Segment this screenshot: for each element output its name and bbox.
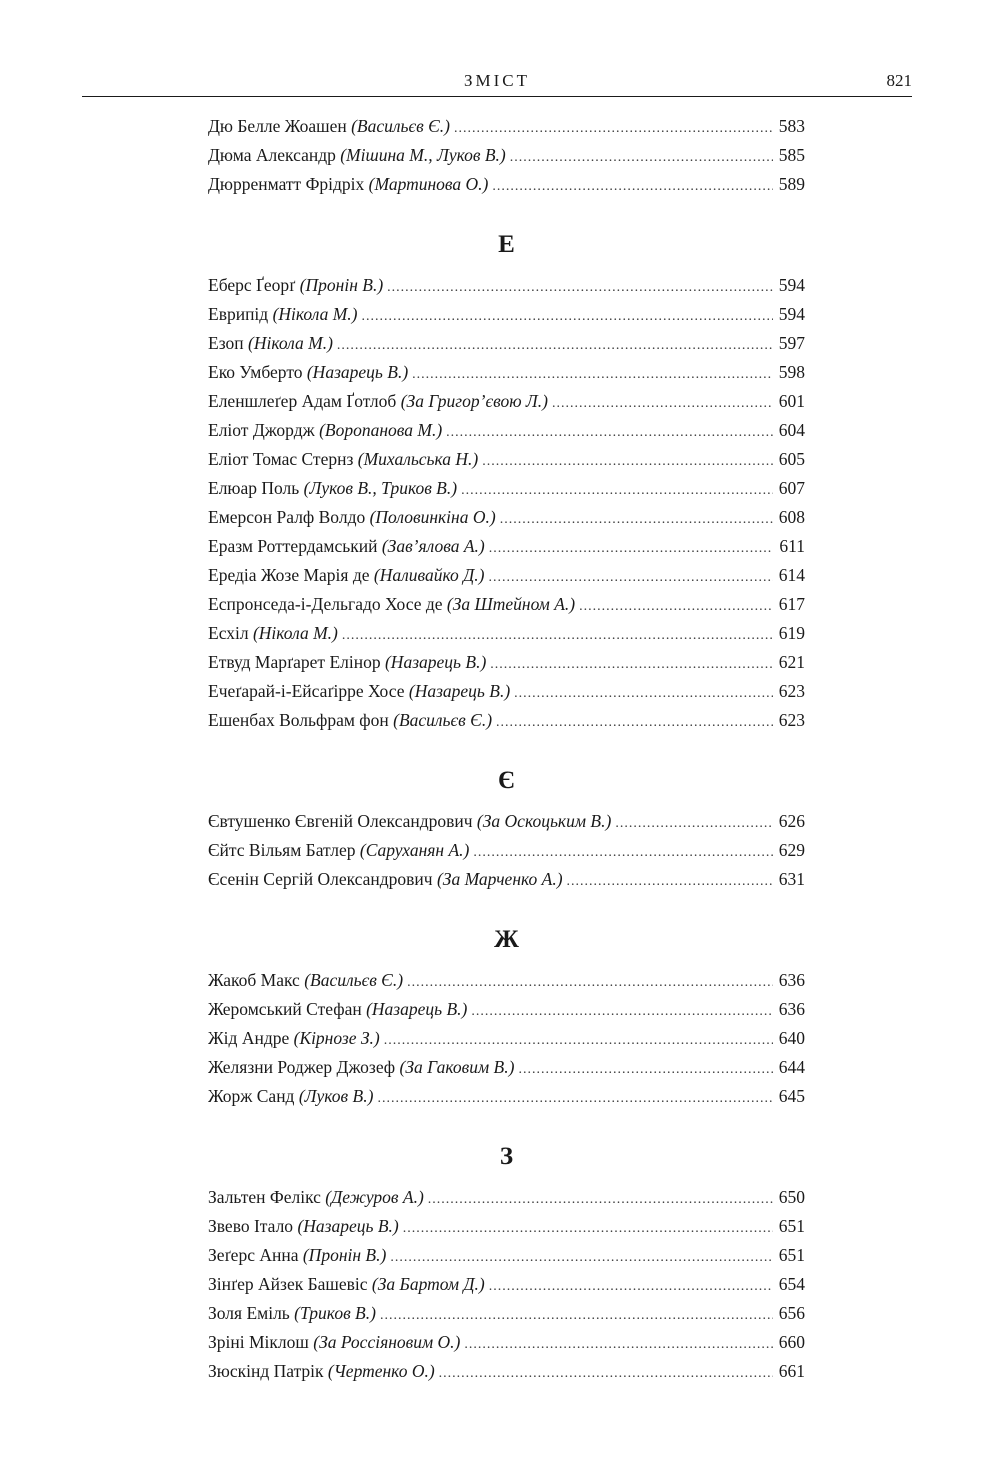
entry-page-number: 611 — [779, 536, 805, 556]
entry-name: Зальтен Фелікс — [208, 1187, 326, 1207]
toc-entry — [208, 1082, 805, 1111]
entry-page-number: 589 — [778, 174, 805, 194]
entry-page-number: 614 — [778, 565, 805, 585]
dot-leader — [488, 563, 773, 592]
entry-page-number: 608 — [778, 507, 805, 527]
section-letter-heading: Є — [498, 767, 515, 794]
entry-page-number: 650 — [778, 1187, 805, 1207]
section-letter-heading: З — [499, 1143, 514, 1170]
toc-entry — [208, 619, 805, 648]
entry-author: (Половинкіна О.) — [369, 507, 496, 527]
dot-leader — [412, 360, 773, 389]
toc-section — [208, 1139, 805, 1386]
entry-page-number: 651 — [778, 1216, 805, 1236]
toc-entry — [208, 1212, 805, 1241]
entry-author: (Воропанова М.) — [319, 420, 443, 440]
entry-name: Еврипід — [208, 304, 273, 324]
toc-entry — [208, 416, 805, 445]
entry-page-number: 623 — [778, 710, 805, 730]
dot-leader — [407, 968, 773, 997]
entry-page-number: 601 — [778, 391, 805, 411]
toc-entry — [208, 807, 805, 836]
toc-entry — [208, 706, 805, 735]
toc-entry — [208, 1328, 805, 1357]
entry-author: (Мішина М., Луков В.) — [340, 145, 506, 165]
entry-page-number: 619 — [778, 623, 805, 643]
entry-page-number: 604 — [778, 420, 805, 440]
toc-entry — [208, 590, 805, 619]
dot-leader — [403, 1214, 773, 1243]
entry-name: Еко Умберто — [208, 362, 307, 382]
dot-leader — [567, 867, 773, 896]
section-letter-heading: Е — [498, 231, 515, 258]
toc-section — [208, 227, 805, 735]
toc-entry — [208, 141, 805, 170]
entry-page-number: 583 — [778, 116, 805, 136]
toc-entry — [208, 1183, 805, 1212]
entry-page-number: 594 — [778, 275, 805, 295]
entry-author: (Нікола М.) — [248, 333, 333, 353]
entry-name: Євтушенко Євгеній Олександрович — [208, 811, 477, 831]
entry-page-number: 597 — [778, 333, 805, 353]
entry-name: Зеґерс Анна — [208, 1245, 303, 1265]
entry-author: (За Бартом Д.) — [371, 1274, 485, 1294]
toc-entry — [208, 532, 805, 561]
dot-leader — [579, 592, 773, 621]
entry-name: Зінґер Айзек Башевіс — [208, 1274, 372, 1294]
dot-leader — [518, 1055, 773, 1084]
dot-leader — [337, 331, 773, 360]
entry-name: Жід Андре — [208, 1028, 294, 1048]
dot-leader — [489, 1272, 773, 1301]
entry-name: Еленшлеґер Адам Ґотлоб — [208, 391, 401, 411]
entry-author: (За Штейном А.) — [446, 594, 576, 614]
entry-author: (Дежуров А.) — [325, 1187, 424, 1207]
running-title: ЗМІСТ — [463, 71, 531, 90]
toc-entry — [208, 677, 805, 706]
entry-author: (Назарець В.) — [384, 652, 487, 672]
toc-section — [208, 112, 805, 199]
entry-name: Етвуд Марґарет Елінор — [208, 652, 385, 672]
dot-leader — [387, 273, 773, 302]
toc-section — [208, 763, 805, 894]
toc-entry — [208, 1053, 805, 1082]
entry-author: (Васильєв Є.) — [304, 970, 404, 990]
entry-author: (Васильєв Є.) — [351, 116, 450, 136]
entry-page-number: 661 — [778, 1361, 805, 1381]
toc-entry — [208, 836, 805, 865]
entry-author: (Пронін В.) — [302, 1245, 387, 1265]
page-number: 821 — [886, 71, 912, 90]
entry-page-number: 654 — [778, 1274, 805, 1294]
toc-entry — [208, 503, 805, 532]
toc-entry — [208, 112, 805, 141]
entry-page-number: 660 — [778, 1332, 805, 1352]
entry-name: Єсенін Сергій Олександрович — [208, 869, 437, 889]
entry-name: Звево Італо — [208, 1216, 298, 1236]
entry-author: (Наливайко Д.) — [373, 565, 485, 585]
entry-author: (Чертенко О.) — [327, 1361, 435, 1381]
dot-leader — [490, 650, 773, 679]
dot-leader — [615, 809, 773, 838]
toc-entry — [208, 865, 805, 894]
entry-name: Дюма Александр — [208, 145, 341, 165]
entry-author: (Назарець В.) — [297, 1216, 399, 1236]
entry-page-number: 598 — [778, 362, 805, 382]
toc-entry — [208, 474, 805, 503]
toc-entry — [208, 561, 805, 590]
toc-entry — [208, 1241, 805, 1270]
entry-name: Еберс Ґеорґ — [208, 275, 300, 295]
toc-entry — [208, 1357, 805, 1386]
entry-page-number: 607 — [778, 478, 805, 498]
toc-entry — [208, 966, 805, 995]
entry-name: Еспронседа-і-Дельгадо Хосе де — [208, 594, 447, 614]
entry-name: Жакоб Макс — [208, 970, 305, 990]
dot-leader — [454, 114, 773, 143]
entry-name: Зюскінд Патрік — [208, 1361, 328, 1381]
entry-author: (Пронін В.) — [299, 275, 384, 295]
entry-page-number: 651 — [778, 1245, 805, 1265]
entry-name: Езоп — [208, 333, 248, 353]
entry-name: Емерсон Ралф Волдо — [208, 507, 370, 527]
entry-author: (Мартинова О.) — [368, 174, 489, 194]
dot-leader — [362, 302, 774, 331]
entry-author: (За Гаковим В.) — [399, 1057, 515, 1077]
toc-entry — [208, 445, 805, 474]
entry-name: Жорж Санд — [208, 1086, 299, 1106]
entry-author: (Зав’ялова А.) — [381, 536, 485, 556]
dot-leader — [514, 679, 773, 708]
entry-page-number: 640 — [778, 1028, 805, 1048]
dot-leader — [500, 505, 773, 534]
dot-leader — [510, 143, 773, 172]
dot-leader — [461, 476, 773, 505]
entry-page-number: 585 — [778, 145, 805, 165]
entry-author: (За Марченко А.) — [436, 869, 563, 889]
dot-leader — [380, 1301, 773, 1330]
toc-entry — [208, 1024, 805, 1053]
dot-leader — [482, 447, 773, 476]
entry-author: (За Оскоцьким В.) — [476, 811, 612, 831]
entry-author: (Луков В.) — [298, 1086, 374, 1106]
toc-entry — [208, 387, 805, 416]
toc-entry — [208, 1270, 805, 1299]
entry-name: Есхіл — [208, 623, 253, 643]
page-header — [82, 66, 912, 97]
toc-section — [208, 922, 805, 1111]
toc-entry — [208, 271, 805, 300]
dot-leader — [439, 1359, 773, 1388]
dot-leader — [464, 1330, 773, 1359]
entry-name: Елюар Поль — [208, 478, 304, 498]
entry-author: (Назарець В.) — [366, 999, 468, 1019]
toc-entry — [208, 358, 805, 387]
toc-entry — [208, 1299, 805, 1328]
entry-author: (Нікола М.) — [272, 304, 358, 324]
section-letter-heading: Ж — [494, 926, 519, 953]
entry-author: (Михальська Н.) — [357, 449, 479, 469]
entry-name: Еліот Томас Стернз — [208, 449, 358, 469]
toc-entry — [208, 995, 805, 1024]
entry-name: Ередіа Жозе Марія де — [208, 565, 374, 585]
entry-author: (Луков В., Триков В.) — [303, 478, 458, 498]
entry-name: Золя Еміль — [208, 1303, 295, 1323]
toc-entry — [208, 329, 805, 358]
entry-page-number: 605 — [778, 449, 805, 469]
entry-author: (Назарець В.) — [306, 362, 409, 382]
entry-author: (Васильєв Є.) — [393, 710, 493, 730]
dot-leader — [390, 1243, 773, 1272]
entry-page-number: 623 — [778, 681, 805, 701]
dot-leader — [471, 997, 773, 1026]
entry-name: Ечеґарай-і-Ейсаґірре Хосе — [208, 681, 409, 701]
toc-entry — [208, 170, 805, 199]
dot-leader — [377, 1084, 773, 1113]
entry-name: Еразм Роттердамський — [208, 536, 382, 556]
entry-author: (Триков В.) — [294, 1303, 376, 1323]
entry-name: Дю Белле Жоашен — [208, 116, 352, 136]
entry-name: Еліот Джордж — [208, 420, 320, 440]
entry-page-number: 617 — [778, 594, 805, 614]
table-of-contents — [208, 112, 805, 1414]
entry-page-number: 636 — [778, 999, 805, 1019]
dot-leader — [489, 534, 773, 563]
entry-name: Жеромський Стефан — [208, 999, 367, 1019]
dot-leader — [496, 708, 773, 737]
dot-leader — [473, 838, 773, 867]
entry-author: (Назарець В.) — [408, 681, 511, 701]
dot-leader — [342, 621, 773, 650]
entry-name: Желязни Роджер Джозеф — [208, 1057, 400, 1077]
entry-page-number: 636 — [778, 970, 805, 990]
entry-page-number: 656 — [778, 1303, 805, 1323]
entry-page-number: 594 — [778, 304, 805, 324]
toc-entry — [208, 300, 805, 329]
entry-author: (За Григор’євою Л.) — [400, 391, 548, 411]
entry-page-number: 644 — [778, 1057, 805, 1077]
entry-name: Дюрренматт Фрідріх — [208, 174, 369, 194]
entry-author: (Саруханян А.) — [359, 840, 470, 860]
dot-leader — [492, 172, 773, 201]
dot-leader — [552, 389, 773, 418]
entry-name: Зріні Міклош — [208, 1332, 314, 1352]
entry-author: (За Россіяновим О.) — [313, 1332, 461, 1352]
dot-leader — [446, 418, 773, 447]
entry-page-number: 626 — [778, 811, 805, 831]
entry-author: (Кірнозе З.) — [293, 1028, 380, 1048]
entry-author: (Нікола М.) — [252, 623, 338, 643]
entry-page-number: 621 — [778, 652, 805, 672]
entry-page-number: 629 — [778, 840, 805, 860]
entry-name: Єйтс Вільям Батлер — [208, 840, 360, 860]
entry-name: Ешенбах Вольфрам фон — [208, 710, 394, 730]
entry-page-number: 645 — [778, 1086, 805, 1106]
entry-page-number: 631 — [778, 869, 805, 889]
toc-entry — [208, 648, 805, 677]
dot-leader — [428, 1185, 773, 1214]
dot-leader — [384, 1026, 773, 1055]
